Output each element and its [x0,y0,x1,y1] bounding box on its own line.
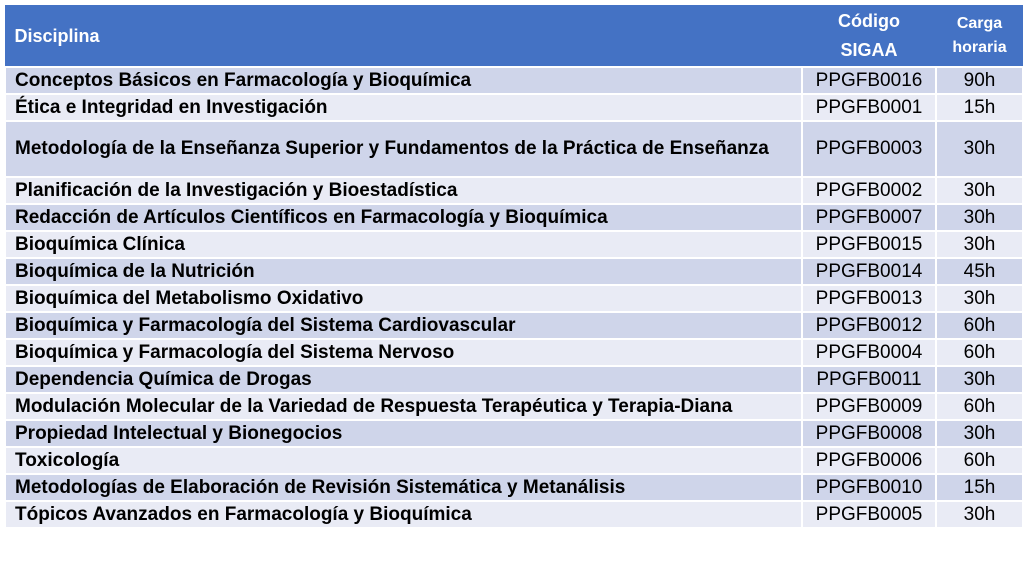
table-row [5,204,1023,231]
header-row [5,6,1023,68]
load-cell: 30h [936,204,1023,231]
load-cell: 30h [936,420,1023,447]
table-row [5,312,1023,339]
header-code-line1: Código [838,11,900,31]
load-cell: 60h [936,393,1023,420]
discipline-cell: Ética e Integridad en Investigación [5,94,802,121]
header-discipline: Disciplina [5,6,802,68]
code-cell: PPGFB0002 [802,177,936,204]
load-cell: 90h [936,67,1023,94]
load-cell: 30h [936,366,1023,393]
code-cell: PPGFB0016 [802,67,936,94]
discipline-cell: Redacción de Artículos Científicos en Farmacología y Bioquímica [5,204,802,231]
discipline-cell: Bioquímica Clínica [5,231,802,258]
code-cell: PPGFB0011 [802,366,936,393]
table-row [5,285,1023,312]
header-code-line2: SIGAA [840,40,898,60]
discipline-cell: Tópicos Avanzados en Farmacología y Bioquímica [5,501,802,528]
table-row [5,121,1023,177]
load-cell: 30h [936,501,1023,528]
discipline-cell: Metodología de la Enseñanza Superior y Fundamentos de la Práctica de Enseñanza [5,121,802,177]
header-load [936,6,1023,68]
code-cell: PPGFB0006 [802,447,936,474]
load-cell: 15h [936,94,1023,121]
discipline-cell: Dependencia Química de Drogas [5,366,802,393]
table-row [5,420,1023,447]
discipline-cell: Planificación de la Investigación y Bioestadística [5,177,802,204]
header-code [802,6,936,68]
code-cell: PPGFB0003 [802,121,936,177]
code-cell: PPGFB0015 [802,231,936,258]
table-body [5,67,1023,528]
table-row [5,339,1023,366]
code-cell: PPGFB0012 [802,312,936,339]
code-cell: PPGFB0009 [802,393,936,420]
table-row [5,474,1023,501]
code-cell: PPGFB0013 [802,285,936,312]
course-table-container [4,5,1022,529]
table-header [5,6,1023,68]
load-cell: 15h [936,474,1023,501]
code-cell: PPGFB0005 [802,501,936,528]
load-cell: 60h [936,447,1023,474]
table-row [5,393,1023,420]
code-cell: PPGFB0014 [802,258,936,285]
discipline-cell: Metodologías de Elaboración de Revisión Sistemática y Metanálisis [5,474,802,501]
code-cell: PPGFB0001 [802,94,936,121]
table-row [5,67,1023,94]
load-cell: 45h [936,258,1023,285]
discipline-cell: Bioquímica del Metabolismo Oxidativo [5,285,802,312]
discipline-cell: Bioquímica y Farmacología del Sistema Cardiovascular [5,312,802,339]
header-load-line2: horaria [952,39,1007,56]
table-row [5,94,1023,121]
discipline-cell: Toxicología [5,447,802,474]
table-row [5,231,1023,258]
code-cell: PPGFB0008 [802,420,936,447]
load-cell: 60h [936,312,1023,339]
code-cell: PPGFB0004 [802,339,936,366]
discipline-cell: Bioquímica y Farmacología del Sistema Nervoso [5,339,802,366]
load-cell: 30h [936,177,1023,204]
code-cell: PPGFB0007 [802,204,936,231]
code-cell: PPGFB0010 [802,474,936,501]
table-row [5,177,1023,204]
table-row [5,501,1023,528]
load-cell: 60h [936,339,1023,366]
header-load-line1: Carga [956,15,1003,32]
table-row [5,258,1023,285]
discipline-cell: Propiedad Intelectual y Bionegocios [5,420,802,447]
discipline-cell: Modulación Molecular de la Variedad de Respuesta Terapéutica y Terapia-Diana [5,393,802,420]
load-cell: 30h [936,231,1023,258]
table-row [5,447,1023,474]
load-cell: 30h [936,285,1023,312]
discipline-cell: Conceptos Básicos en Farmacología y Bioquímica [5,67,802,94]
course-table [4,5,1023,529]
table-row [5,366,1023,393]
discipline-cell: Bioquímica de la Nutrición [5,258,802,285]
load-cell: 30h [936,121,1023,177]
